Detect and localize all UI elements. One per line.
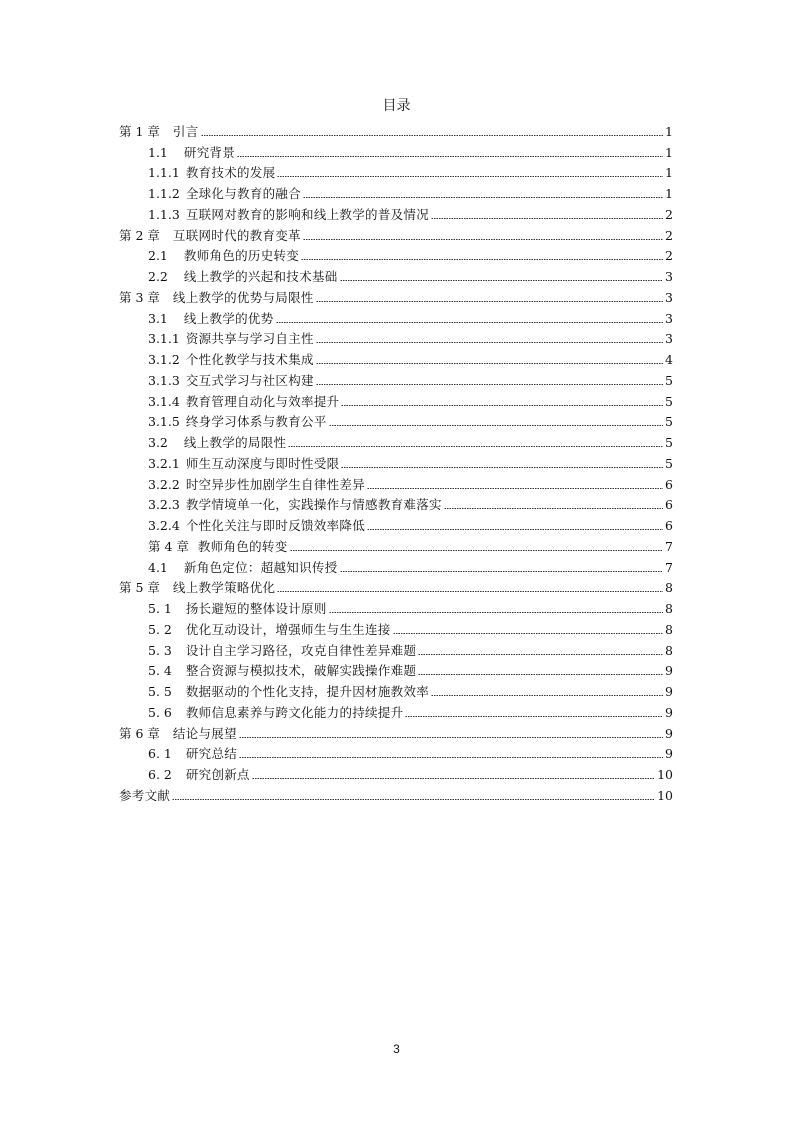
toc-entry-page: 5 (665, 414, 673, 430)
dot-leader (303, 197, 663, 198)
toc-entry[interactable] (119, 678, 673, 699)
toc-entry-number: 1.1.3 (148, 206, 180, 222)
toc-entry[interactable] (119, 575, 673, 596)
toc-entry-title: 时空异步性加剧学生自律性差异 (185, 476, 366, 492)
toc-entry-title: 优化互动设计，增强师生与生生连接 (185, 621, 391, 637)
toc-entry-number: 5. 4 (148, 663, 172, 679)
toc-entry-number: 3.2.3 (148, 497, 180, 513)
toc-entry-number: 第 3 章 (119, 289, 160, 305)
toc-entry-title: 新角色定位：超越知识传授 (183, 559, 338, 575)
toc-entry-number: 6. 1 (148, 746, 172, 762)
toc-entry[interactable] (119, 222, 673, 243)
toc-entry-title: 教师角色的历史转变 (183, 248, 300, 264)
toc-entry-title: 全球化与教育的融合 (185, 186, 302, 201)
toc-entry-page: 5 (665, 455, 673, 471)
dot-leader (316, 342, 663, 343)
dot-leader (341, 405, 663, 406)
toc-entry-page: 3 (665, 310, 673, 326)
dot-leader (316, 301, 663, 302)
toc-entry-title: 互联网对教育的影响和线上教学的普及情况 (185, 206, 430, 222)
toc-entry-page: 10 (657, 767, 673, 782)
dot-leader (237, 156, 663, 157)
toc-entry[interactable] (119, 512, 673, 533)
dot-leader (252, 778, 655, 779)
toc-entry-number: 3.2.1 (148, 455, 180, 471)
toc-entry-title: 结论与展望 (172, 725, 237, 741)
dot-leader (316, 384, 663, 385)
toc-entry[interactable] (119, 533, 673, 554)
toc-entry-page: 1 (665, 123, 673, 139)
toc-entry-page: 8 (665, 621, 673, 637)
dot-leader (418, 674, 663, 675)
toc-entry[interactable] (119, 118, 673, 139)
toc-entry-title: 研究创新点 (185, 767, 250, 782)
toc-entry[interactable] (119, 699, 673, 720)
toc-entry-page: 7 (665, 538, 673, 554)
toc-entry-number: 5. 2 (148, 621, 172, 637)
toc-entry-title: 互联网时代的教育变革 (172, 227, 301, 243)
dot-leader (239, 757, 663, 758)
dot-leader (239, 737, 663, 738)
toc-entry[interactable] (119, 263, 673, 284)
toc-entry-page: 9 (665, 746, 673, 762)
toc-entry-title: 教学情境单一化，实践操作与情感教育难落实 (185, 497, 442, 513)
toc-entry-title: 教育管理自动化与效率提升 (185, 393, 340, 409)
page-number: 3 (393, 1042, 400, 1056)
toc-entry[interactable] (119, 471, 673, 492)
toc-entry[interactable] (119, 180, 673, 201)
toc-entry-page: 3 (665, 269, 673, 284)
dot-leader (172, 799, 655, 800)
dot-leader (340, 280, 664, 281)
toc-entry[interactable] (119, 367, 673, 388)
toc-entry[interactable] (119, 450, 673, 471)
toc-entry-title: 交互式学习与社区构建 (185, 372, 314, 388)
toc-entry[interactable] (119, 305, 673, 326)
toc-entry-page: 8 (665, 580, 673, 596)
toc-entry-title: 线上教学的优势与局限性 (172, 289, 314, 305)
dot-leader (329, 612, 663, 613)
toc-entry-number: 3.1.5 (148, 414, 180, 430)
toc-entry[interactable] (119, 201, 673, 222)
toc-entry-number: 3.1.3 (148, 372, 180, 388)
toc-entry-page: 9 (665, 725, 673, 741)
toc-entry-number: 3.1.1 (148, 331, 180, 347)
toc-entry-title: 线上教学策略优化 (172, 580, 276, 596)
toc-entry-title: 研究背景 (183, 144, 236, 160)
toc-entry-page: 2 (665, 227, 673, 243)
toc-entry-page: 9 (665, 684, 673, 699)
toc-entry-page: 8 (665, 601, 673, 616)
toc-entry[interactable] (119, 720, 673, 741)
dot-leader (341, 467, 663, 468)
toc-entry[interactable] (119, 346, 673, 367)
toc-entry-number: 5. 5 (148, 684, 172, 699)
toc-entry-number: 3.1.2 (148, 352, 180, 367)
toc-entry-title: 教育技术的发展 (185, 165, 276, 181)
toc-entry-page: 1 (665, 144, 673, 160)
toc-entry-title: 个性化教学与技术集成 (185, 352, 314, 367)
toc-entry-page: 1 (665, 186, 673, 201)
toc-entry-title: 线上教学的局限性 (183, 435, 287, 450)
toc-entry-number: 3.2 (148, 435, 168, 450)
dot-leader (418, 654, 663, 655)
toc-entry[interactable] (119, 492, 673, 513)
toc-entry-page: 9 (665, 663, 673, 679)
toc-entry-number: 5. 6 (148, 704, 172, 720)
toc-entry-number: 第 4 章 (148, 538, 189, 554)
dot-leader (340, 571, 664, 572)
dot-leader (201, 135, 664, 136)
toc-entry-number: 2.2 (148, 269, 168, 284)
toc-entry[interactable] (119, 326, 673, 347)
toc-entry-number: 3.2.2 (148, 476, 180, 492)
toc-entry[interactable] (119, 139, 673, 160)
toc-entry[interactable] (119, 761, 673, 782)
toc-title: 目录 (382, 98, 411, 114)
toc-entry-number: 1.1.2 (148, 186, 180, 201)
toc-entry-page: 6 (665, 518, 673, 533)
toc-entry[interactable] (119, 243, 673, 264)
toc-entry-title: 教师角色的转变 (197, 538, 288, 554)
toc-entry-title: 整合资源与模拟技术，破解实践操作难题 (185, 663, 417, 679)
toc-entry-number: 第 5 章 (119, 580, 160, 596)
toc-entry[interactable] (119, 741, 673, 762)
dot-leader (288, 446, 663, 447)
toc-entry[interactable] (119, 160, 673, 181)
toc-entry-number: 第 1 章 (119, 123, 160, 139)
toc-entry-number: 4.1 (148, 559, 168, 575)
toc-entry-number: 5. 1 (148, 601, 172, 616)
toc-entry-page: 8 (665, 642, 673, 658)
dot-leader (316, 363, 663, 364)
dot-leader (290, 550, 664, 551)
toc-entry-title: 师生互动深度与即时性受限 (185, 455, 340, 471)
toc-entry-title: 参考文献 (119, 787, 171, 803)
toc-entry[interactable] (119, 595, 673, 616)
dot-leader (444, 508, 663, 509)
dot-leader (301, 259, 663, 260)
toc-entry-title: 资源共享与学习自主性 (185, 331, 314, 347)
toc-entry-title: 终身学习体系与教育公平 (185, 414, 327, 430)
toc-entry-title: 个性化关注与即时反馈效率降低 (185, 518, 366, 533)
toc-entry[interactable] (119, 409, 673, 430)
toc-entry-page: 5 (665, 372, 673, 388)
toc-entry-page: 6 (665, 497, 673, 513)
toc-entry-number: 2.1 (148, 248, 168, 264)
toc-entry[interactable] (119, 429, 673, 450)
toc-entry-title: 教师信息素养与跨文化能力的持续提升 (185, 704, 404, 720)
dot-leader (277, 176, 663, 177)
toc-entry-number: 3.1 (148, 310, 168, 326)
toc-entry-page: 6 (665, 476, 673, 492)
toc-entry[interactable] (119, 616, 673, 637)
toc-entry-number: 第 6 章 (119, 725, 160, 741)
toc-entry[interactable] (119, 637, 673, 658)
toc-entry-number: 3.1.4 (148, 393, 180, 409)
toc-entry-page: 3 (665, 289, 673, 305)
toc-entry-page: 9 (665, 704, 673, 720)
dot-leader (431, 218, 663, 219)
toc-entry-title: 数据驱动的个性化支持，提升因材施教效率 (185, 684, 430, 699)
toc-entry-title: 线上教学的兴起和技术基础 (183, 269, 338, 284)
toc-entry-page: 1 (665, 165, 673, 181)
toc-entry-page: 5 (665, 435, 673, 450)
table-of-contents (119, 118, 673, 803)
toc-entry-page: 2 (665, 248, 673, 264)
toc-entry-number: 第 2 章 (119, 227, 160, 243)
toc-entry-page: 7 (665, 559, 673, 575)
dot-leader (277, 591, 663, 592)
toc-entry-number: 6. 2 (148, 767, 172, 782)
dot-leader (367, 529, 663, 530)
toc-entry[interactable] (119, 554, 673, 575)
toc-entry[interactable] (119, 388, 673, 409)
dot-leader (329, 425, 663, 426)
dot-leader (393, 633, 663, 634)
toc-entry-page: 10 (657, 787, 673, 803)
toc-entry-number: 1.1.1 (148, 165, 180, 181)
toc-entry-page: 2 (665, 206, 673, 222)
toc-entry[interactable] (119, 782, 673, 803)
toc-entry[interactable] (119, 658, 673, 679)
toc-entry-title: 扬长避短的整体设计原则 (185, 601, 327, 616)
dot-leader (431, 695, 663, 696)
toc-entry-page: 3 (665, 331, 673, 347)
toc-entry-number: 1.1 (148, 144, 168, 160)
toc-entry-page: 4 (665, 352, 673, 367)
dot-leader (303, 239, 663, 240)
toc-entry-title: 引言 (172, 123, 199, 139)
dot-leader (367, 488, 663, 489)
dot-leader (405, 716, 663, 717)
toc-entry-number: 5. 3 (148, 642, 172, 658)
toc-entry-title: 设计自主学习路径，攻克自律性差异难题 (185, 642, 417, 658)
toc-entry-page: 5 (665, 393, 673, 409)
toc-entry[interactable] (119, 284, 673, 305)
toc-entry-title: 研究总结 (185, 746, 238, 762)
toc-entry-title: 线上教学的优势 (183, 310, 274, 326)
toc-entry-number: 3.2.4 (148, 518, 180, 533)
dot-leader (276, 322, 664, 323)
